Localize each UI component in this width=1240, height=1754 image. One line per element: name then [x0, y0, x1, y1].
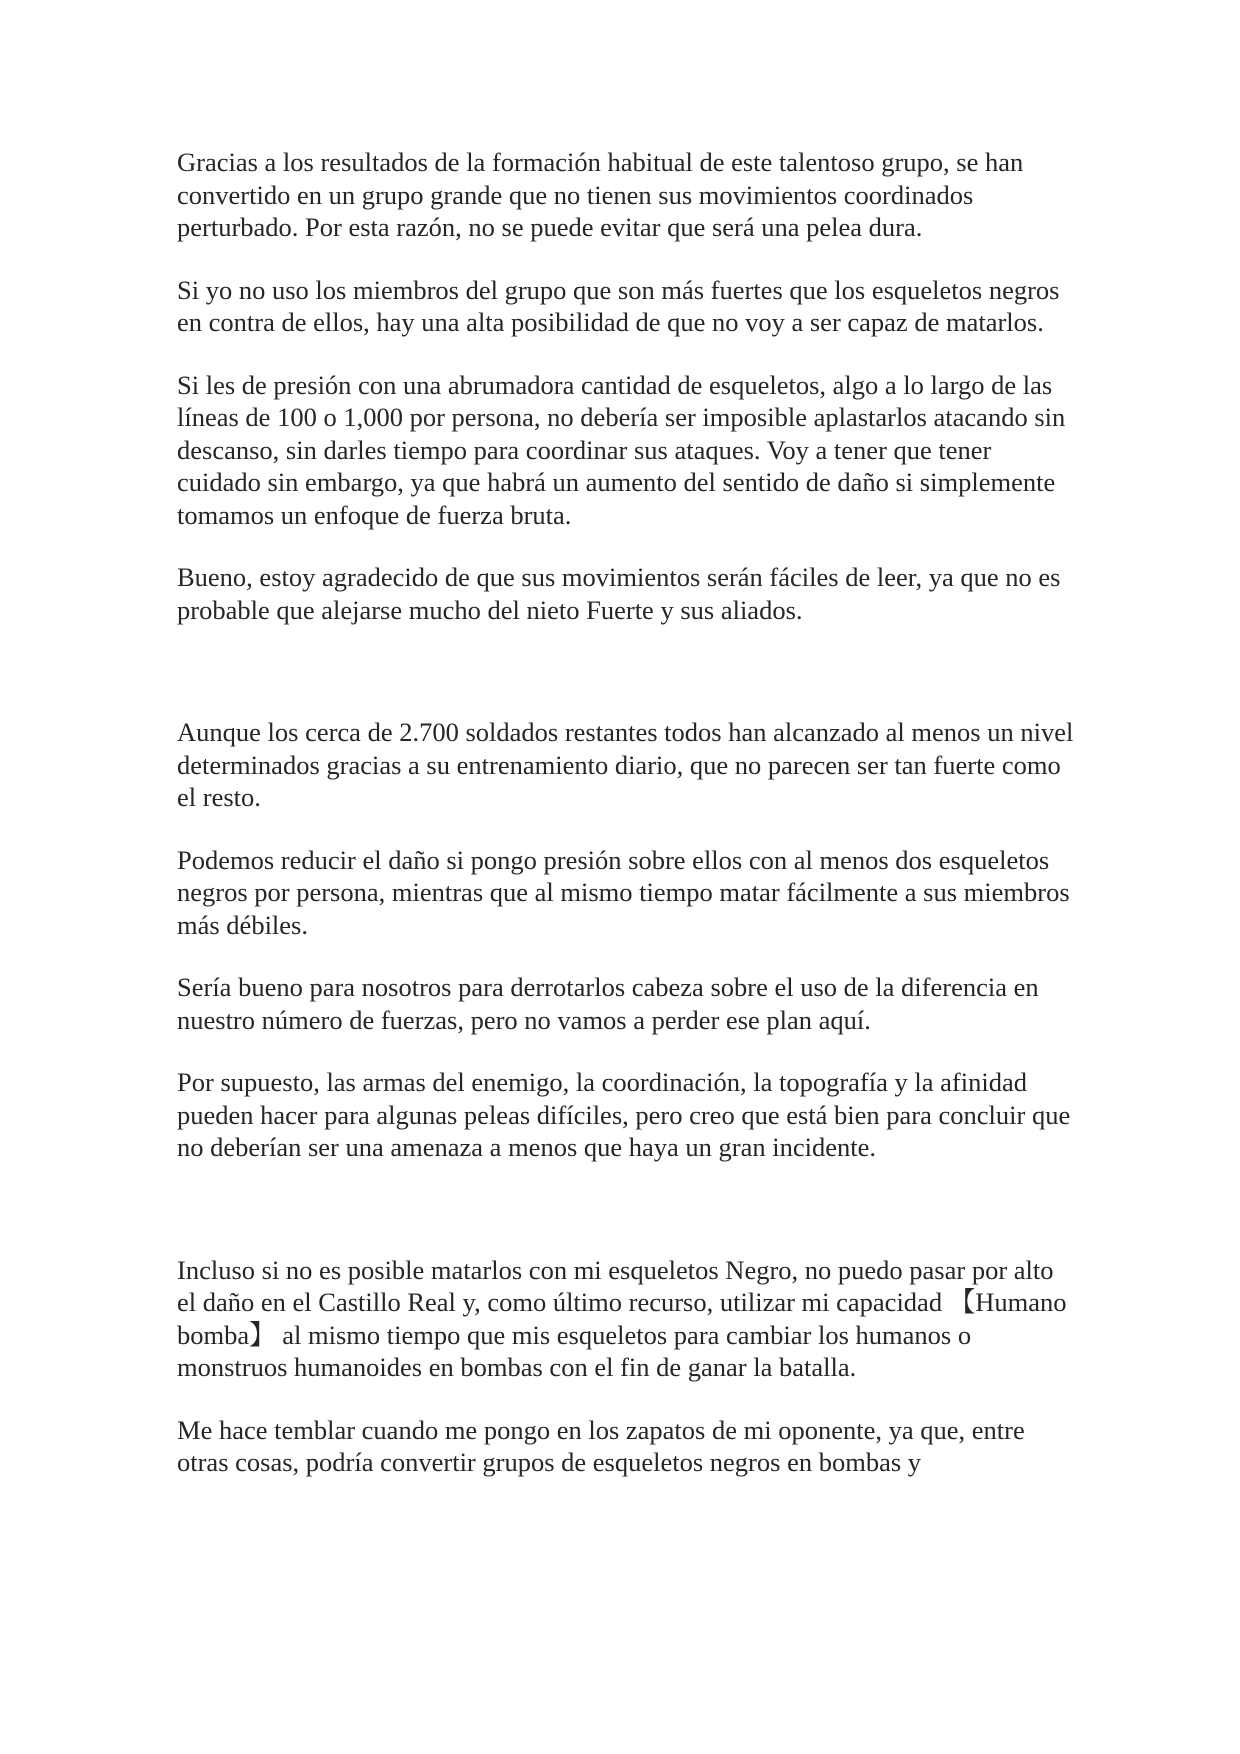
paragraph-10: Me hace temblar cuando me pongo en los zapatos de mi oponente, ya que, entre otras cosas, podría convertir grupos de esqueletos negros en bombas y [177, 1414, 1025, 1477]
paragraph-4: Bueno, estoy agradecido de que sus movimientos serán fáciles de leer, ya que no es probable que alejarse mucho del nieto Fuerte y sus aliados. [177, 562, 1061, 625]
paragraph-5: Aunque los cerca de 2.700 soldados restantes todos han alcanzado al menos un nivel determinados gracias a su entrenamiento diario, que no parecen ser tan fuerte como el resto. [177, 717, 1074, 812]
paragraph-9: Incluso si no es posible matarlos con mi esqueletos Negro, no puedo pasar por alto el daño en el Castillo Real y, como último recurso, utilizar mi capacidad 【Humano bomba】 al mismo tiempo que mis esqueletos para cambiar los humanos o monstruos humanoides en bombas con el fin de ganar la batalla. [177, 1254, 1067, 1382]
paragraph-6: Podemos reducir el daño si pongo presión sobre ellos con al menos dos esqueletos negros por persona, mientras que al mismo tiempo matar fácilmente a sus miembros más débiles. [177, 844, 1070, 940]
document-body [177, 146, 1077, 1479]
paragraph-1: Gracias a los resultados de la formación habitual de este talentoso grupo, se han convertido en un grupo grande que no tienen sus movimientos coordinados perturbado. Por esta razón, no se puede evitar que será una pelea dura. [177, 147, 1024, 242]
paragraph-2: Si yo no uso los miembros del grupo que son más fuertes que los esqueletos negros en contra de ellos, hay una alta posibilidad de que no voy a ser capaz de matarlos. [177, 274, 1060, 337]
paragraph-8: Por supuesto, las armas del enemigo, la coordinación, la topografía y la afinidad pueden hacer para algunas peleas difíciles, pero creo que está bien para concluir que no deberían ser una amenaza a menos que haya un gran incidente. [177, 1067, 1071, 1162]
paragraph-7: Sería bueno para nosotros para derrotarlos cabeza sobre el uso de la diferencia en nuestro número de fuerzas, pero no vamos a perder ese plan aquí. [177, 972, 1039, 1035]
paragraph-3: Si les de presión con una abrumadora cantidad de esqueletos, algo a lo largo de las líneas de 100 o 1,000 por persona, no debería ser imposible aplastarlos atacando sin descanso, sin darles tiempo para coordinar sus ataques. Voy a tener que tener cuidado sin embargo, ya que habrá un aumento del sentido de daño si simplemente tomamos un enfoque de fuerza bruta. [177, 369, 1066, 530]
